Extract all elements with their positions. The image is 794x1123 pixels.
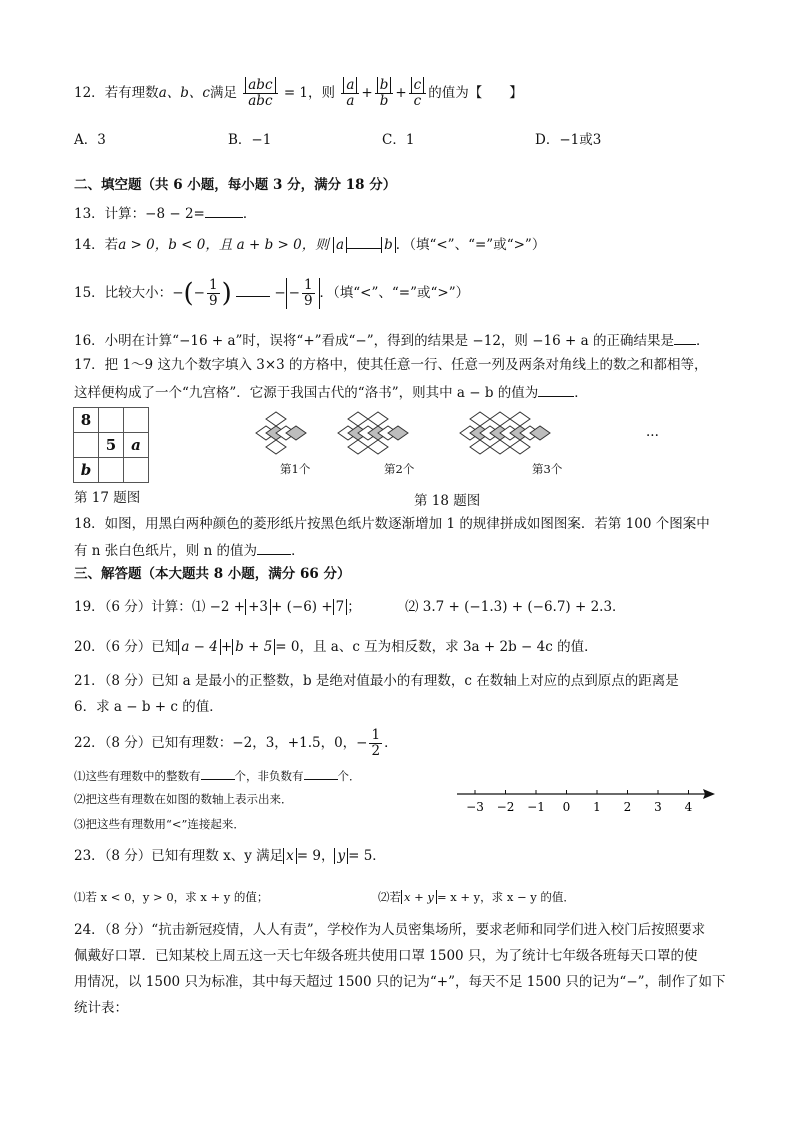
white-rhombus — [266, 440, 286, 454]
option-b[interactable]: B．−1 — [228, 132, 272, 148]
number-line-tick-label: 4 — [684, 800, 693, 814]
question-24-line-1: 24．（8 分）“抗击新冠疫情，人人有责”，学校作为人员密集场所，要求老师和同学们进入校门后按照要求 — [74, 922, 706, 938]
question-22-part-2: ⑵把这些有理数在如图的数轴上表示出来． — [74, 792, 293, 806]
c-fraction: $\frac{c}{c}$ — [409, 78, 427, 109]
pattern-label-3: 第3个 — [532, 462, 563, 476]
question-24-line-4: 统计表： — [74, 1000, 128, 1016]
grid-cell — [74, 433, 99, 458]
answer-blank[interactable] — [205, 203, 243, 218]
figure-18-caption: 第 18 题图 — [414, 493, 481, 509]
question-19: 19．（6 分）计算：⑴ −2 + +3 + (−6) + 7 ； — [74, 599, 361, 615]
white-rhombus — [510, 440, 530, 454]
question-23-part-2: ⑵若 x + y = x + y，求 x − y 的值． — [378, 890, 575, 904]
b-fraction: $\frac{b}{b}$ — [375, 78, 394, 109]
magic-square-grid — [73, 407, 149, 483]
one-half-fraction: $\frac{1}{2}$ — [371, 727, 381, 759]
number-line-tick-label: −3 — [466, 800, 484, 814]
question-22-part-3: ⑶把这些有理数用“<”连接起来． — [74, 817, 245, 831]
question-21-line-1: 21．（8 分）已知 a 是最小的正整数，b 是绝对值最小的有理数，c 在数轴上对应的点到原点的距离是 — [74, 673, 679, 689]
number-line-tick-label: 1 — [593, 800, 601, 814]
question-24-line-2: 佩戴好口罩．已知某校上周五这一天七年级各班共使用口罩 1500 只，为了统计七年级各班每天口罩的使 — [74, 948, 698, 964]
grid-cell: 5 — [99, 433, 124, 458]
number-line-tick-label: 0 — [562, 800, 571, 814]
question-18-line-2: 有 n 张白色纸片，则 n 的值为 ． — [74, 540, 305, 560]
question-23-part-1: ⑴若 x < 0，y > 0，求 x + y 的值； — [74, 890, 269, 904]
white-rhombus — [348, 412, 368, 426]
a-fraction: $\frac{a}{a}$ — [341, 78, 359, 109]
grid-cell — [99, 408, 124, 433]
grid-cell — [124, 458, 149, 483]
number-line-tick-label: −1 — [527, 800, 545, 814]
question-17-line-1: 17．把 1～9 这九个数字填入 3×3 的方格中，使其任意一行、任意一列及两条对角线上的数之和都相等， — [74, 357, 708, 373]
grid-cell — [99, 458, 124, 483]
answer-blank[interactable] — [201, 765, 235, 780]
answer-blank[interactable] — [674, 330, 696, 345]
pattern-2 — [338, 412, 408, 454]
question-17-line-2: 这样便构成了一个“九宫格”．它源于我国古代的“洛书”，则其中 a − b 的值为 ． — [74, 382, 588, 402]
figure-17-caption: 第 17 题图 — [74, 490, 141, 506]
question-23: 23．（8 分）已知有理数 x、y 满足 x = 9， y = 5． — [74, 848, 386, 864]
one-ninth-fraction: $\frac{1}{9}$ — [208, 277, 218, 309]
white-rhombus — [470, 440, 490, 454]
white-rhombus — [368, 440, 388, 454]
number-line-tick-label: 2 — [623, 800, 632, 814]
grid-cell — [124, 408, 149, 433]
white-rhombus — [470, 412, 490, 426]
question-15: 15．比较大小：−(− $\frac{1}{9}$ ) − − $\frac{1}{9}$ ．（填“<”、“=”或“>”） — [74, 277, 470, 309]
pattern-label-1: 第1个 — [280, 462, 311, 476]
question-21-line-2: 6．求 a − b + c 的值． — [74, 699, 223, 715]
rhombus-pattern-figure — [250, 405, 690, 477]
number-line-tick-label: −2 — [496, 800, 515, 814]
white-rhombus — [348, 440, 368, 454]
section-3-title: 三、解答题（本大题共 8 小题，满分 66 分） — [74, 566, 351, 582]
pattern-1 — [256, 412, 306, 454]
question-22-part-1: ⑴这些有理数中的整数有 个，非负数有 个． — [74, 765, 361, 785]
grid-cell: 8 — [74, 408, 99, 433]
abc-fraction: $\frac{\text{abc}}{\text{abc}}$ — [243, 78, 277, 109]
question-18-line-1: 18．如图，用黑白两种颜色的菱形纸片按黑色纸片数逐渐增加 1 的规律拼成如图图案．若第 100 个图案中 — [74, 516, 710, 532]
question-20: 20．（6 分）已知 a − 4 + b + 5 = 0，且 a、c 互为相反数，求 3a + 2b − 4c 的值． — [74, 639, 598, 655]
white-rhombus — [490, 440, 510, 454]
pattern-3 — [460, 412, 550, 454]
number-line-tick-label: 3 — [654, 800, 662, 814]
answer-blank[interactable] — [304, 765, 338, 780]
question-22: 22．（8 分）已知有理数：−2，3，+1.5，0，− $\frac{1}{2}$ ． — [74, 727, 398, 759]
question-16: 16．小明在计算“−16 + a”时，误将“+”看成“−”，得到的结果是 −12，则 −16 + a 的正确结果是 ． — [74, 330, 709, 350]
question-14: 14．若a > 0，b < 0，且 a + b > 0，则 a b ．（填“<”、“=”或“>”） — [74, 234, 545, 254]
grid-cell: b — [74, 458, 99, 483]
option-c[interactable]: C．1 — [382, 132, 415, 148]
answer-blank[interactable] — [257, 540, 291, 555]
continuation-dots: ··· — [646, 428, 659, 444]
question-19-part-2: ⑵ 3.7 + (−1.3) + (−6.7) + 2.3． — [405, 599, 626, 615]
pattern-label-2: 第2个 — [384, 462, 415, 476]
option-a[interactable]: A．3 — [74, 132, 106, 148]
white-rhombus — [266, 412, 286, 426]
answer-blank[interactable] — [347, 234, 381, 249]
answer-blank[interactable] — [236, 282, 270, 297]
white-rhombus — [510, 412, 530, 426]
section-2-title: 二、填空题（共 6 小题，每小题 3 分，满分 18 分） — [74, 177, 397, 193]
number-line — [455, 784, 720, 814]
white-rhombus — [368, 412, 388, 426]
answer-blank[interactable] — [538, 382, 574, 397]
question-12: 12．若有理数a、b、c满足 $\frac{\text{abc}}{\text{abc}}$ = 1，则 $\frac{a}{a}$ + $\frac{b}{b}$ + $\frac{c}{c}$ 的值为【 】 — [74, 77, 523, 109]
option-d[interactable]: D．−1或3 — [535, 132, 602, 148]
question-13: 13．计算：−8 − 2= ． — [74, 203, 256, 223]
grid-cell: a — [124, 433, 149, 458]
question-24-line-3: 用情况，以 1500 只为标准，其中每天超过 1500 只的记为“+”，每天不足 1500 只的记为“−”，制作了如下 — [74, 974, 726, 990]
white-rhombus — [490, 412, 510, 426]
one-ninth-fraction: $\frac{1}{9}$ — [303, 277, 313, 309]
